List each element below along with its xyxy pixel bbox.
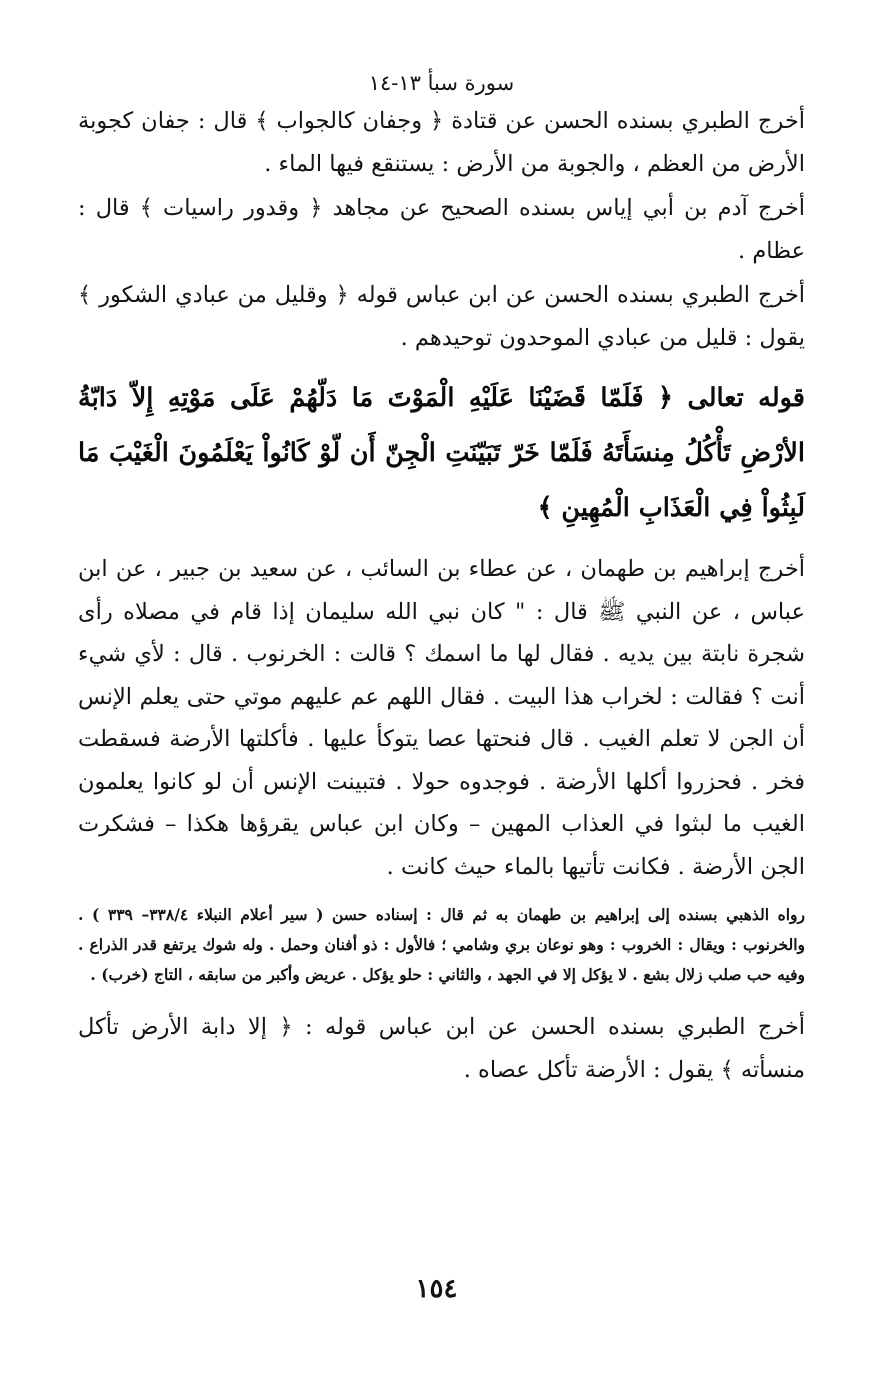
page-number: ١٥٤ (415, 1274, 458, 1304)
page-body (78, 68, 805, 1103)
quran-verse-heading: قوله تعالى ﴿ فَلَمّا قَضَيْنَا عَلَيْهِ الْمَوْتَ مَا دَلّهُمْ عَلَى مَوْتِهِ إِلاّ دَابّةُ الأرْضِ تَأْكُلُ مِنسَأَتَهُ فَلَمّا خَرّ تَبَيّنَتِ الْجِنّ أَن لّوْ كَانُواْ يَعْلَمُونَ الْغَيْبَ مَا لَبِثُواْ فِي الْعَذَابِ الْمُهِينِ ﴾ (78, 383, 805, 523)
paragraph-qudur: أخرج آدم بن أبي إياس بسنده الصحيح عن مجاهد ﴿ وقدور راسيات ﴾ قال : عظام . (78, 195, 805, 264)
paragraph-shakur: أخرج الطبري بسنده الحسن عن ابن عباس قوله ﴿ وقليل من عبادي الشكور ﴾ يقول : قليل من عبادي الموحدون توحيدهم . (78, 282, 805, 351)
paragraph-closing: أخرج الطبري بسنده الحسن عن ابن عباس قوله : ﴿ إلا دابة الأرض تأكل منسأته ﴾ يقول : الأرضة تأكل عصاه . (78, 1014, 805, 1083)
footnote: رواه الذهبي بسنده إلى إبراهيم بن طهمان به ثم قال : إسناده حسن ( سير أعلام النبلاء ٣٣٨/٤– ٣٣٩ ) . والخرنوب : ويقال : الخروب : وهو نوعان بري وشامي ؛ فالأول : ذو أفنان وحمل . وله شوك يرتفع قدر الذراع . وفيه حب صلب زلال بشع . لا يؤكل إلا في الجهد ، والثاني : حلو يؤكل . عريض وأكبر من سابقه ، التاج (خرب) . (78, 905, 805, 984)
paragraph-narration: أخرج إبراهيم بن طهمان ، عن عطاء بن السائب ، عن سعيد بن جبير ، عن ابن عباس ، عن النبي ﷺ قال : " كان نبي الله سليمان إذا قام في مصلاه رأى شجرة نابتة بين يديه . فقال لها ما اسمك ؟ قالت : الخرنوب . قال : لأي شيء أنت ؟ فقالت : لخراب هذا البيت . فقال اللهم عم عليهم موتي حتى يعلم الإنس أن الجن لا تعلم الغيب . قال فنحتها عصا يتوكأ عليها . فأكلتها الأرضة فسقطت فخر . فحزروا أكلها الأرضة . فوجدوه حولا . فتبينت الإنس أن لو كانوا يعلمون الغيب ما لبثوا في العذاب المهين – وكان ابن عباس يقرؤها هكذا – فشكرت الجن الأرضة . فكانت تأتيها بالماء حيث كانت . (78, 556, 805, 880)
page-header: سورة سبأ ١٣-١٤ (368, 71, 515, 95)
paragraph-jifan: أخرج الطبري بسنده الحسن عن قتادة ﴿ وجفان كالجواب ﴾ قال : جفان كجوبة الأرض من العظم ، والجوبة من الأرض : يستنقع فيها الماء . (78, 108, 805, 177)
